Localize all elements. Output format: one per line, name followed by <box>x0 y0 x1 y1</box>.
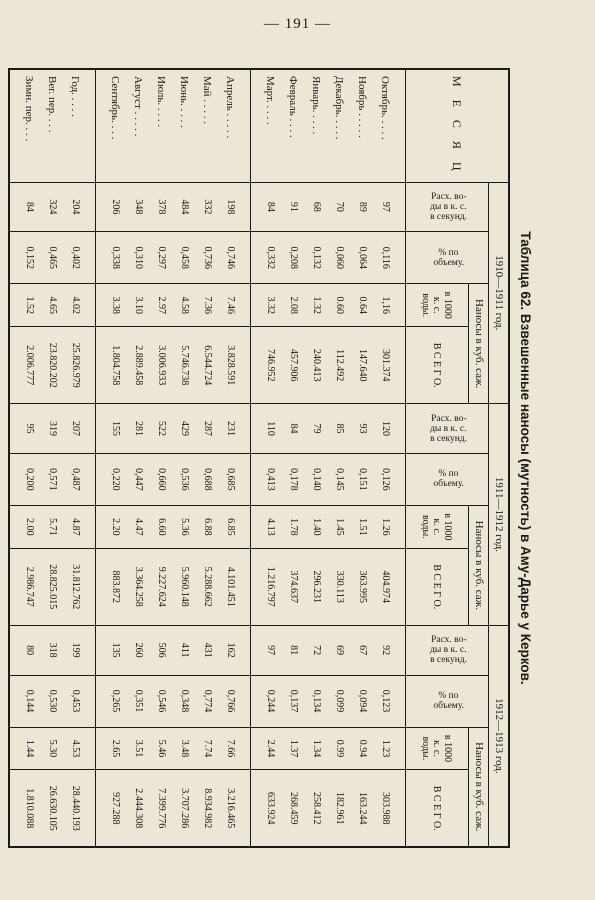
value-cell: 3.006.933 <box>150 327 173 404</box>
value-cell: 1.23 <box>374 727 406 770</box>
value-cell: 3.38 <box>96 284 128 327</box>
value-cell: 1.52 <box>9 284 41 327</box>
value-cell: 9.227.624 <box>150 548 173 625</box>
value-cell: 0,094 <box>351 675 374 727</box>
value-cell: 1.810.088 <box>9 770 41 847</box>
sediment-table <box>8 68 510 848</box>
value-cell: 0,536 <box>173 453 196 505</box>
value-cell: 6.544.724 <box>196 327 219 404</box>
value-cell: 330.113 <box>328 548 351 625</box>
value-cell: 0,774 <box>196 675 219 727</box>
value-cell: 0,152 <box>9 232 41 284</box>
table-caption: Таблица 62. Взвешенные наносы (мутность) в Аму-Дарье у Керков. <box>518 231 533 685</box>
value-cell: 3.48 <box>173 727 196 770</box>
value-cell: 92 <box>374 625 406 675</box>
value-cell: 0,402 <box>64 232 96 284</box>
value-cell: 1.40 <box>305 505 328 548</box>
value-cell: 120 <box>374 404 406 454</box>
value-cell: 746.952 <box>251 327 283 404</box>
value-cell: 1.51 <box>351 505 374 548</box>
value-cell: 231 <box>219 404 251 454</box>
value-cell: 0,151 <box>351 453 374 505</box>
value-cell: 23.820.202 <box>41 327 64 404</box>
value-cell: 3.216.465 <box>219 770 251 847</box>
value-cell: 883.872 <box>96 548 128 625</box>
value-cell: 25.826.979 <box>64 327 96 404</box>
value-cell: 28.440.193 <box>64 770 96 847</box>
value-cell: 522 <box>150 404 173 454</box>
row-group-winter <box>251 69 406 847</box>
value-cell: 0,265 <box>96 675 128 727</box>
value-cell: 67 <box>351 625 374 675</box>
value-cell: 296.231 <box>305 548 328 625</box>
value-cell: 0,685 <box>219 453 251 505</box>
value-cell: 7.36 <box>196 284 219 327</box>
value-cell: 0,244 <box>251 675 283 727</box>
value-cell: 0,348 <box>173 675 196 727</box>
value-cell: 68 <box>305 182 328 232</box>
table-row <box>351 69 374 847</box>
total-header: В С Е Г О. <box>406 327 469 404</box>
value-cell: 0,144 <box>9 675 41 727</box>
value-cell: 206 <box>96 182 128 232</box>
value-cell: 0,310 <box>127 232 150 284</box>
value-cell: 97 <box>251 625 283 675</box>
value-cell: 1.32 <box>305 284 328 327</box>
value-cell: 1.45 <box>328 505 351 548</box>
value-cell: 0,099 <box>328 675 351 727</box>
value-cell: 5.30 <box>41 727 64 770</box>
value-cell: 0,351 <box>127 675 150 727</box>
table-row <box>374 69 406 847</box>
value-cell: 378 <box>150 182 173 232</box>
value-cell: 324 <box>41 182 64 232</box>
row-group-summer <box>96 69 251 847</box>
value-cell: 5.960.148 <box>173 548 196 625</box>
value-cell: 404.974 <box>374 548 406 625</box>
value-cell: 70 <box>328 182 351 232</box>
month-cell: Декабрь. . . . . <box>328 69 351 182</box>
table-header <box>406 69 510 847</box>
value-cell: 0,116 <box>374 232 406 284</box>
value-cell: 204 <box>64 182 96 232</box>
value-cell: 80 <box>9 625 41 675</box>
value-cell: 1.78 <box>282 505 305 548</box>
value-cell: 0,487 <box>64 453 96 505</box>
value-cell: 363.995 <box>351 548 374 625</box>
table-row <box>305 69 328 847</box>
value-cell: 1.804.758 <box>96 327 128 404</box>
value-cell: 0,736 <box>196 232 219 284</box>
value-cell: 1.44 <box>9 727 41 770</box>
value-cell: 6.88 <box>196 505 219 548</box>
per-1000-header: в 1000 к. с. воды. <box>406 727 469 770</box>
value-cell: 0,220 <box>96 453 128 505</box>
value-cell: 0,766 <box>219 675 251 727</box>
value-cell: 1.34 <box>305 727 328 770</box>
discharge-header: Расх. во- ды в к. с. в секунд. <box>406 404 489 454</box>
value-cell: 7.74 <box>196 727 219 770</box>
value-cell: 199 <box>64 625 96 675</box>
value-cell: 135 <box>96 625 128 675</box>
value-cell: 319 <box>41 404 64 454</box>
total-header: В С Е Г О. <box>406 548 469 625</box>
value-cell: 927.288 <box>96 770 128 847</box>
value-cell: 0,338 <box>96 232 128 284</box>
percent-header: % по объему. <box>406 453 489 505</box>
value-cell: 1,16 <box>374 284 406 327</box>
value-cell: 28.825.015 <box>41 548 64 625</box>
value-cell: 0.94 <box>351 727 374 770</box>
value-cell: 303.988 <box>374 770 406 847</box>
value-cell: 1.216.797 <box>251 548 283 625</box>
value-cell: 112.492 <box>328 327 351 404</box>
month-cell: Год. . . . . <box>64 69 96 182</box>
month-cell: Октябрь. . . . . <box>374 69 406 182</box>
month-cell: Январь. . . . . <box>305 69 328 182</box>
month-cell: Июль. . . . . <box>150 69 173 182</box>
value-cell: 0.99 <box>328 727 351 770</box>
value-cell: 163.244 <box>351 770 374 847</box>
value-cell: 2.44 <box>251 727 283 770</box>
value-cell: 85 <box>328 404 351 454</box>
value-cell: 7.46 <box>219 284 251 327</box>
discharge-header: Расх. во- ды в к. с. в секунд. <box>406 182 489 232</box>
value-cell: 258.412 <box>305 770 328 847</box>
value-cell: 0,688 <box>196 453 219 505</box>
value-cell: 0,178 <box>282 453 305 505</box>
value-cell: 0,200 <box>9 453 41 505</box>
value-cell: 84 <box>251 182 283 232</box>
value-cell: 5.36 <box>173 505 196 548</box>
value-cell: 6.85 <box>219 505 251 548</box>
value-cell: 2.986.747 <box>9 548 41 625</box>
value-cell: 633.924 <box>251 770 283 847</box>
value-cell: 0,134 <box>305 675 328 727</box>
year-header-1910: 1910—1911 год. <box>489 182 510 404</box>
value-cell: 3.32 <box>251 284 283 327</box>
value-cell: 110 <box>251 404 283 454</box>
value-cell: 3.707.286 <box>173 770 196 847</box>
value-cell: 4.101.451 <box>219 548 251 625</box>
value-cell: 348 <box>127 182 150 232</box>
month-cell: Вег. пер. . . . <box>41 69 64 182</box>
value-cell: 0,571 <box>41 453 64 505</box>
month-cell: Август . . . . . <box>127 69 150 182</box>
value-cell: 4.58 <box>173 284 196 327</box>
table-row <box>150 69 173 847</box>
value-cell: 5.288.662 <box>196 548 219 625</box>
value-cell: 374.637 <box>282 548 305 625</box>
value-cell: 4.47 <box>127 505 150 548</box>
value-cell: 155 <box>96 404 128 454</box>
value-cell: 0,465 <box>41 232 64 284</box>
value-cell: 0,132 <box>305 232 328 284</box>
value-cell: 84 <box>282 404 305 454</box>
table-row <box>251 69 283 847</box>
sediment-group-header: Наносы в куб. саж. <box>469 284 489 404</box>
value-cell: 4.53 <box>64 727 96 770</box>
value-cell: 506 <box>150 625 173 675</box>
month-cell: Март. . . . . <box>251 69 283 182</box>
value-cell: 162 <box>219 625 251 675</box>
value-cell: 0,413 <box>251 453 283 505</box>
value-cell: 2.65 <box>96 727 128 770</box>
rotated-table-block <box>23 68 540 848</box>
total-header: В С Е Г О. <box>406 770 469 847</box>
value-cell: 4.13 <box>251 505 283 548</box>
month-cell: Февраль . . . . <box>282 69 305 182</box>
value-cell: 301.374 <box>374 327 406 404</box>
value-cell: 0,530 <box>41 675 64 727</box>
value-cell: 287 <box>196 404 219 454</box>
value-cell: 3.51 <box>127 727 150 770</box>
value-cell: 411 <box>173 625 196 675</box>
value-cell: 8.934.982 <box>196 770 219 847</box>
sediment-group-header: Наносы в куб. саж. <box>469 727 489 847</box>
value-cell: 0,123 <box>374 675 406 727</box>
value-cell: 2.444.308 <box>127 770 150 847</box>
value-cell: 0,126 <box>374 453 406 505</box>
value-cell: 2.20 <box>96 505 128 548</box>
value-cell: 457.906 <box>282 327 305 404</box>
value-cell: 147.640 <box>351 327 374 404</box>
table-row <box>9 69 41 847</box>
month-cell: Сентябрь. . . . <box>96 69 128 182</box>
month-cell: Зимн. пер. . . . <box>9 69 41 182</box>
row-group-totals <box>9 69 96 847</box>
value-cell: 81 <box>282 625 305 675</box>
value-cell: 79 <box>305 404 328 454</box>
table-row <box>41 69 64 847</box>
value-cell: 3.828.591 <box>219 327 251 404</box>
month-column-header: М Е С Я Ц <box>406 69 510 182</box>
value-cell: 2.97 <box>150 284 173 327</box>
value-cell: 240.413 <box>305 327 328 404</box>
value-cell: 2.00 <box>9 505 41 548</box>
value-cell: 0,297 <box>150 232 173 284</box>
value-cell: 281 <box>127 404 150 454</box>
value-cell: 7.399.776 <box>150 770 173 847</box>
value-cell: 431 <box>196 625 219 675</box>
value-cell: 72 <box>305 625 328 675</box>
percent-header: % по объему. <box>406 675 489 727</box>
value-cell: 429 <box>173 404 196 454</box>
value-cell: 182.961 <box>328 770 351 847</box>
value-cell: 1.26 <box>374 505 406 548</box>
year-header-1911: 1911—1912 год. <box>489 404 510 626</box>
value-cell: 2.006.777 <box>9 327 41 404</box>
value-cell: 0,208 <box>282 232 305 284</box>
value-cell: 207 <box>64 404 96 454</box>
discharge-header: Расх. во- ды в к. с. в секунд. <box>406 625 489 675</box>
value-cell: 260 <box>127 625 150 675</box>
value-cell: 3.10 <box>127 284 150 327</box>
table-row <box>173 69 196 847</box>
value-cell: 0,660 <box>150 453 173 505</box>
value-cell: 0,447 <box>127 453 150 505</box>
table-row <box>328 69 351 847</box>
value-cell: 0.60 <box>328 284 351 327</box>
value-cell: 89 <box>351 182 374 232</box>
value-cell: 1.37 <box>282 727 305 770</box>
table-row <box>282 69 305 847</box>
table-row <box>64 69 96 847</box>
value-cell: 84 <box>9 182 41 232</box>
value-cell: 31.812.762 <box>64 548 96 625</box>
table-row <box>196 69 219 847</box>
value-cell: 69 <box>328 625 351 675</box>
value-cell: 0,140 <box>305 453 328 505</box>
value-cell: 97 <box>374 182 406 232</box>
table-row <box>127 69 150 847</box>
value-cell: 2.08 <box>282 284 305 327</box>
value-cell: 268.459 <box>282 770 305 847</box>
value-cell: 0,546 <box>150 675 173 727</box>
sediment-group-header: Наносы в куб. саж. <box>469 505 489 625</box>
value-cell: 0,137 <box>282 675 305 727</box>
value-cell: 7.66 <box>219 727 251 770</box>
per-1000-header: в 1000 к. с. воды. <box>406 284 469 327</box>
value-cell: 0,064 <box>351 232 374 284</box>
value-cell: 0,458 <box>173 232 196 284</box>
value-cell: 4.65 <box>41 284 64 327</box>
value-cell: 26.630.105 <box>41 770 64 847</box>
value-cell: 0.64 <box>351 284 374 327</box>
value-cell: 0,746 <box>219 232 251 284</box>
value-cell: 332 <box>196 182 219 232</box>
value-cell: 93 <box>351 404 374 454</box>
value-cell: 0,453 <box>64 675 96 727</box>
month-cell: Ноябрь . . . . . <box>351 69 374 182</box>
value-cell: 0,145 <box>328 453 351 505</box>
value-cell: 5.46 <box>150 727 173 770</box>
month-cell: Апрель . . . . . <box>219 69 251 182</box>
value-cell: 91 <box>282 182 305 232</box>
value-cell: 5.746.738 <box>173 327 196 404</box>
per-1000-header: в 1000 к. с. воды. <box>406 505 469 548</box>
value-cell: 95 <box>9 404 41 454</box>
value-cell: 318 <box>41 625 64 675</box>
percent-header: % по объему. <box>406 232 489 284</box>
table-row <box>219 69 251 847</box>
value-cell: 484 <box>173 182 196 232</box>
page-number: — 191 — <box>264 16 331 32</box>
value-cell: 4.02 <box>64 284 96 327</box>
value-cell: 0,332 <box>251 232 283 284</box>
year-header-1912: 1912—1913 год. <box>489 625 510 847</box>
month-cell: Май . . . . . <box>196 69 219 182</box>
value-cell: 198 <box>219 182 251 232</box>
value-cell: 5.71 <box>41 505 64 548</box>
value-cell: 6.60 <box>150 505 173 548</box>
table-row <box>96 69 128 847</box>
month-cell: Июнь. . . . . <box>173 69 196 182</box>
value-cell: 3.364.258 <box>127 548 150 625</box>
value-cell: 2.889.458 <box>127 327 150 404</box>
value-cell: 4.87 <box>64 505 96 548</box>
value-cell: 0,060 <box>328 232 351 284</box>
